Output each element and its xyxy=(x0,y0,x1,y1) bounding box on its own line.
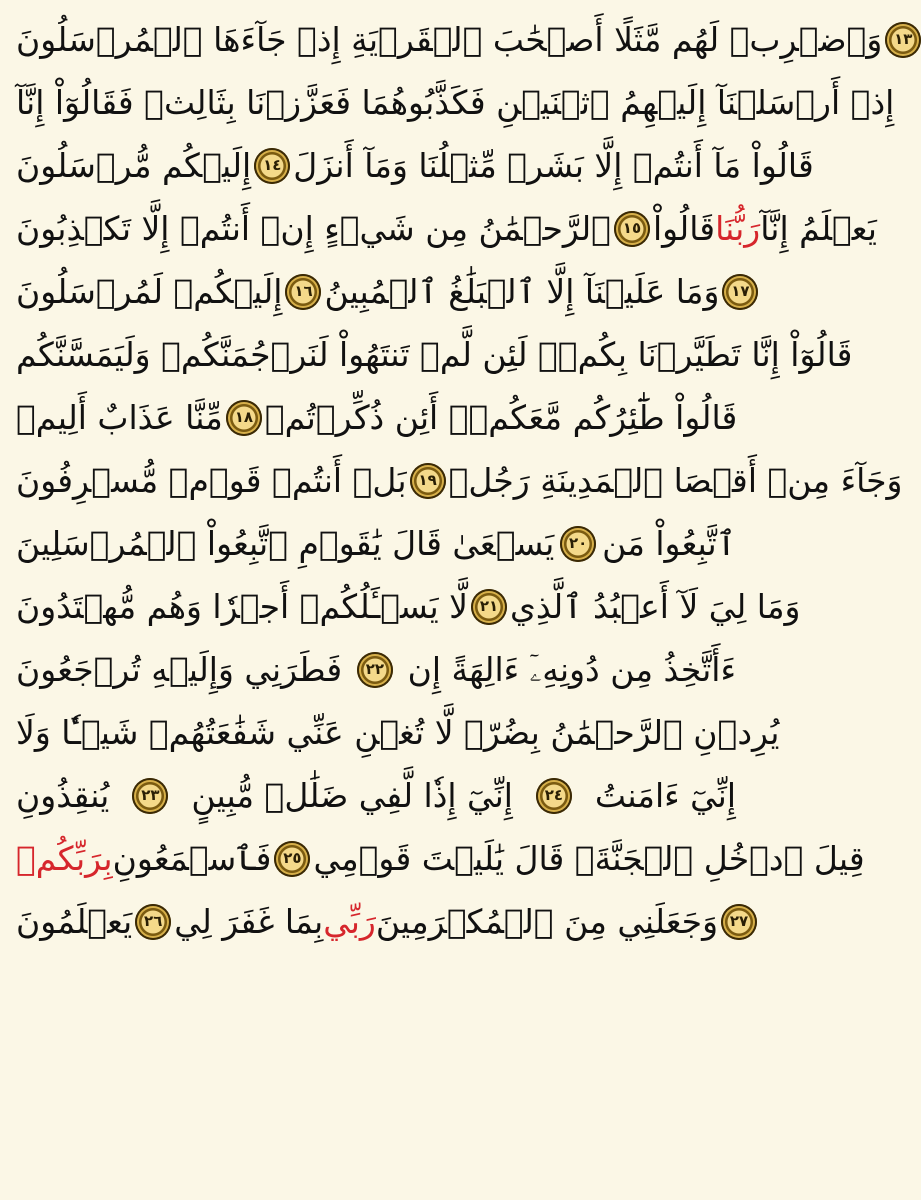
verse-text: قَالُواْ مَآ أَنتُمۡ إِلَّا بَشَرٞ مِّثۡلُنَا وَمَآ أَنزَلَ xyxy=(293,146,814,185)
verse-text: ٱلرَّحۡمَٰنُ مِن شَيۡءٍ إِنۡ أَنتُمۡ إِلَّا تَكۡذِبُونَ xyxy=(16,209,611,248)
ayah-number: ٢٧ xyxy=(729,912,749,930)
verse-line xyxy=(16,386,736,449)
verse-text: وَجَآءَ مِنۡ أَقۡصَا ٱلۡمَدِينَةِ رَجُلٞ xyxy=(448,461,903,500)
divine-name-highlight: رَبِّي xyxy=(323,902,376,941)
ayah-number: ١٩ xyxy=(418,471,437,489)
verse-text: وَجَعَلَنِي مِنَ ٱلۡمُكۡرَمِينَ xyxy=(375,902,719,941)
ayah-number: ١٥ xyxy=(622,219,642,237)
verse-text: ءَأَتَّخِذُ مِن دُونِهِۦٓ ءَالِهَةً إِن xyxy=(407,650,736,689)
verse-text: مِّنَّا عَذَابٌ أَلِيمٞ xyxy=(16,398,223,437)
verse-line xyxy=(16,71,895,134)
verse-line xyxy=(16,638,736,701)
verse-text: يُرِدۡنِ ٱلرَّحۡمَٰنُ بِضُرّٖ لَّا تُغۡنِ عَنِّي شَفَٰعَتُهُمۡ شَيۡـٔٗا وَلَا xyxy=(16,713,780,752)
ayah-number-marker xyxy=(357,652,393,688)
verse-text: بَلۡ أَنتُمۡ قَوۡمٞ مُّسۡرِفُونَ xyxy=(16,461,407,500)
ayah-number-marker xyxy=(536,778,572,814)
ayah-number-marker xyxy=(410,463,446,499)
verse-text: إِلَيۡكُم مُّرۡسَلُونَ xyxy=(16,146,252,185)
verse-text: إِنِّيٓ ءَامَنتُ xyxy=(594,776,736,815)
verse-line xyxy=(16,260,750,323)
ayah-number: ٢٣ xyxy=(141,786,160,804)
divine-name-highlight: بِرَبِّكُمۡ xyxy=(16,839,113,878)
ayah-number: ١٣ xyxy=(894,30,913,48)
verse-text: يَعۡلَمُونَ xyxy=(16,902,133,941)
verse-line xyxy=(16,764,736,827)
verse-text: وَٱضۡرِبۡ لَهُم مَّثَلًا أَصۡحَٰبَ ٱلۡقَرۡيَةِ إِذۡ جَآءَهَا ٱلۡمُرۡسَلُونَ xyxy=(16,20,883,59)
ayah-number-marker xyxy=(135,904,171,940)
verse-text: فَطَرَنِي وَإِلَيۡهِ تُرۡجَعُونَ xyxy=(16,650,343,689)
verse-text: يَسۡعَىٰ قَالَ يَٰقَوۡمِ ٱتَّبِعُواْ ٱلۡمُرۡسَلِينَ xyxy=(16,524,555,563)
ayah-number-marker xyxy=(285,274,321,310)
verse-text: قَالُواْ xyxy=(652,209,716,248)
ayah-number-marker xyxy=(471,589,507,625)
verse-text: وَمَا لِيَ لَآ أَعۡبُدُ ٱلَّذِي xyxy=(509,587,801,626)
verse-text: إِنِّيٓ إِذٗا لَّفِي ضَلَٰلٖ مُّبِينٍ xyxy=(191,776,513,815)
verse-text: قَالُواْ طَٰٓئِرُكُم مَّعَكُمۡۚ أَئِن ذُكِّرۡتُمۚ xyxy=(264,398,738,437)
verse-text: يُنقِذُونِ xyxy=(16,776,110,815)
ayah-number-marker xyxy=(614,211,650,247)
verse-line xyxy=(16,512,736,575)
verse-text: ٱتَّبِعُواْ مَن xyxy=(602,524,736,563)
ayah-number: ٢١ xyxy=(479,597,499,615)
ayah-number-marker xyxy=(274,841,310,877)
divine-name-highlight: رَبُّنَا xyxy=(715,209,761,248)
verse-text: وَمَا عَلَيۡنَآ إِلَّا ٱلۡبَلَٰغُ ٱلۡمُبِينُ xyxy=(324,272,720,311)
ayah-number-marker xyxy=(885,22,921,58)
ayah-number: ٢٠ xyxy=(569,534,588,552)
verse-line xyxy=(16,197,877,260)
verse-line xyxy=(16,8,913,71)
verse-line xyxy=(16,827,865,890)
ayah-number-marker xyxy=(560,526,596,562)
ayah-number-marker xyxy=(721,904,757,940)
verse-line xyxy=(16,449,903,512)
ayah-number: ١٦ xyxy=(294,282,313,300)
verse-text: قِيلَ ٱدۡخُلِ ٱلۡجَنَّةَۖ قَالَ يَٰلَيۡتَ قَوۡمِي xyxy=(313,839,865,878)
verse-line xyxy=(16,701,780,764)
verse-line xyxy=(16,890,749,953)
ayah-number-marker xyxy=(132,778,168,814)
ayah-number: ١٧ xyxy=(731,282,750,300)
verse-text: إِذۡ أَرۡسَلۡنَآ إِلَيۡهِمُ ٱثۡنَيۡنِ فَكَذَّبُوهُمَا فَعَزَّزۡنَا بِثَالِثٖ فَقَالُوٓاْ إِنَّآ xyxy=(16,83,895,122)
verse-text: إِلَيۡكُمۡ لَمُرۡسَلُونَ xyxy=(16,272,283,311)
ayah-number: ٢٢ xyxy=(365,660,385,678)
verse-line xyxy=(16,323,853,386)
ayah-number: ٢٥ xyxy=(283,849,302,867)
verse-text: لَّا يَسۡـَٔلُكُمۡ أَجۡرٗا وَهُم مُّهۡتَدُونَ xyxy=(16,587,468,626)
ayah-number: ١٤ xyxy=(263,156,282,174)
verse-line xyxy=(16,575,801,638)
ayah-number: ١٨ xyxy=(234,408,254,426)
ayah-number-marker xyxy=(722,274,758,310)
verse-text: فَٱسۡمَعُونِ xyxy=(112,839,272,878)
ayah-number-marker xyxy=(254,148,290,184)
ayah-number-marker xyxy=(226,400,262,436)
verse-text: يَعۡلَمُ إِنَّآ xyxy=(760,209,877,248)
verse-text: بِمَا غَفَرَ لِي xyxy=(174,902,324,941)
ayah-number: ٢٦ xyxy=(144,912,163,930)
verse-line xyxy=(16,134,814,197)
ayah-number: ٢٤ xyxy=(544,786,564,804)
verse-text: قَالُوٓاْ إِنَّا تَطَيَّرۡنَا بِكُمۡۖ لَئِن لَّمۡ تَنتَهُواْ لَنَرۡجُمَنَّكُمۡ وَلَيَمَسَّنَّكُم xyxy=(16,335,853,374)
